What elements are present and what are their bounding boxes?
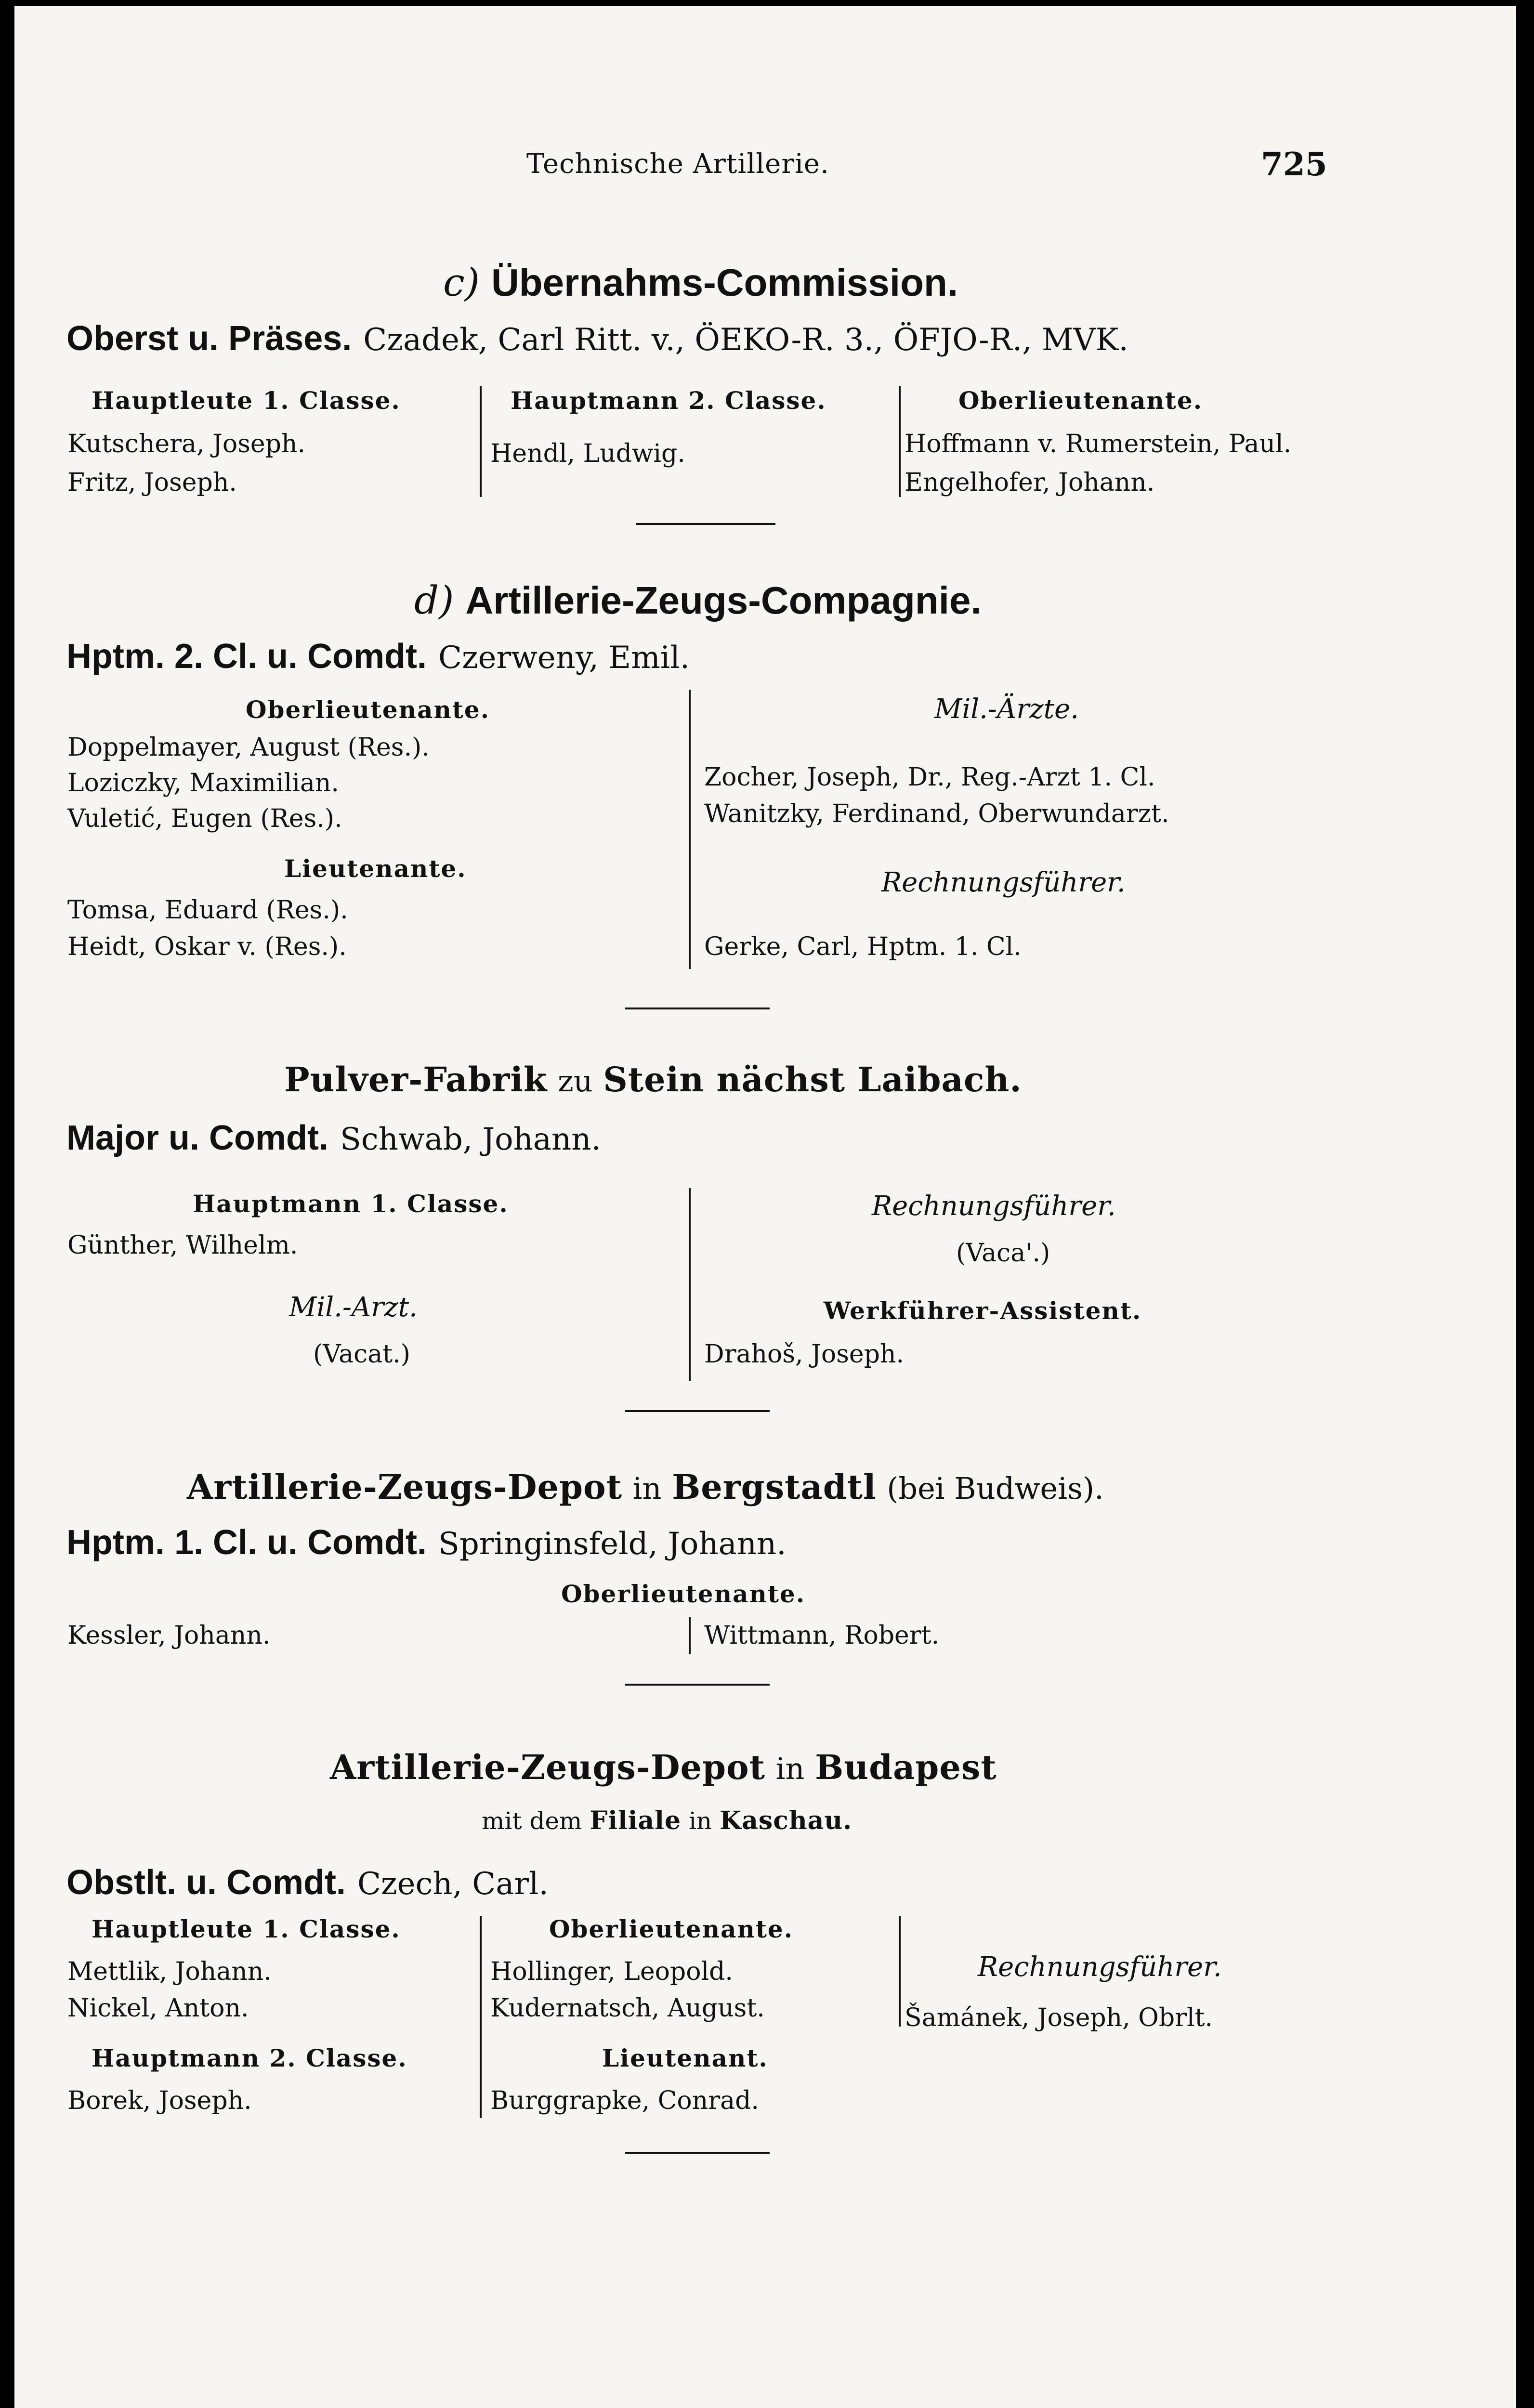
budapest-col2-head: Oberlieutenante.	[549, 1915, 794, 1943]
section-d-left-name-5: Heidt, Oskar v. (Res.).	[67, 932, 347, 961]
section-d-right-name-3: Gerke, Carl, Hptm. 1. Cl.	[704, 932, 1022, 961]
section-c-col1-name-1: Kutschera, Joseph.	[67, 430, 305, 458]
section-c-col1-head: Hauptleute 1. Classe.	[92, 386, 401, 415]
section-c-col2-head: Hauptmann 2. Classe.	[511, 386, 826, 415]
section-d-commander-name: Czerweny, Emil.	[438, 640, 690, 676]
budapest-col1-name-2: Nickel, Anton.	[67, 1994, 249, 2023]
budapest-commander-name: Czech, Carl.	[357, 1866, 549, 1902]
budapest-sub-d: Kaschau.	[720, 1806, 852, 1835]
column-divider	[480, 386, 482, 497]
bergstadtl-title-c: Bergstadtl	[672, 1467, 877, 1507]
section-c-col2-name-1: Hendl, Ludwig.	[490, 439, 685, 468]
budapest-col1-name-1: Mettlik, Johann.	[67, 1957, 272, 1986]
section-d-left-name-1: Doppelmayer, August (Res.).	[67, 733, 430, 762]
pulver-commander-name: Schwab, Johann.	[340, 1122, 601, 1157]
column-divider	[480, 1916, 482, 2118]
budapest-subtitle	[482, 1806, 852, 1835]
pulver-right-head2: Werkführer-Assistent.	[824, 1296, 1142, 1325]
budapest-col3-name-1: Šamánek, Joseph, Obrlt.	[905, 2003, 1213, 2032]
budapest-col3-head: Rechnungsführer.	[978, 1951, 1222, 1983]
section-separator	[625, 1008, 770, 1009]
section-c-label: c)	[443, 260, 480, 305]
budapest-sub-b: Filiale	[590, 1806, 682, 1835]
budapest-title	[330, 1747, 997, 1787]
section-d-heading: Artillerie-Zeugs-Compagnie.	[465, 579, 982, 622]
section-d-right-name-2: Wanitzky, Ferdinand, Oberwundarzt.	[704, 799, 1169, 828]
section-separator	[636, 523, 775, 525]
bergstadtl-commander-name: Springinsfeld, Johann.	[438, 1526, 787, 1562]
section-d-commander-rank: Hptm. 2. Cl. u. Comdt.	[66, 637, 427, 676]
section-c-heading: Übernahms-Commission.	[491, 261, 958, 304]
budapest-col1-head: Hauptleute 1. Classe.	[92, 1915, 401, 1943]
section-separator	[625, 1684, 770, 1686]
budapest-sub-a: mit dem	[482, 1807, 582, 1835]
pulver-right-name: Drahoš, Joseph.	[704, 1340, 905, 1369]
pulver-right-head: Rechnungsführer.	[872, 1191, 1116, 1222]
section-c-col3-name-1: Hoffmann v. Rumerstein, Paul.	[905, 430, 1292, 458]
page-number: 725	[1261, 145, 1327, 183]
section-d-right-head1: Mil.-Ärzte.	[934, 694, 1079, 725]
pulver-right-vacat: (Vaca'.)	[956, 1239, 1050, 1268]
scanned-page	[14, 6, 1516, 2408]
pulver-title	[284, 1060, 1022, 1099]
section-d-left-name-3: Vuletić, Eugen (Res.).	[67, 804, 342, 833]
pulver-title-a: Pulver-Fabrik	[284, 1060, 548, 1099]
budapest-title-a: Artillerie-Zeugs-Depot	[330, 1747, 766, 1787]
bergstadtl-right-name: Wittmann, Robert.	[704, 1621, 940, 1650]
bergstadtl-title-a: Artillerie-Zeugs-Depot	[187, 1467, 623, 1507]
column-divider	[689, 1617, 691, 1654]
column-divider	[689, 690, 691, 969]
pulver-left-name: Günther, Wilhelm.	[67, 1231, 298, 1260]
section-d-title	[414, 578, 982, 623]
section-separator	[625, 1410, 770, 1412]
bergstadtl-commander-rank: Hptm. 1. Cl. u. Comdt.	[66, 1523, 427, 1562]
section-separator	[625, 2152, 770, 2154]
section-d-left-name-2: Loziczky, Maximilian.	[67, 769, 339, 798]
budapest-title-b: in	[775, 1751, 805, 1786]
pulver-left-head: Hauptmann 1. Classe.	[193, 1190, 509, 1218]
budapest-col2-name-3: Burggrapke, Conrad.	[490, 2086, 759, 2115]
section-c-col3-head: Oberlieutenante.	[958, 386, 1203, 415]
section-c-commander	[66, 319, 1128, 358]
section-d-left-head1: Oberlieutenante.	[246, 695, 490, 724]
running-header: Technische Artillerie.	[526, 148, 829, 180]
pulver-title-c: Stein nächst Laibach.	[603, 1060, 1022, 1099]
section-d-commander	[66, 637, 690, 676]
column-divider	[899, 386, 901, 497]
bergstadtl-title	[187, 1467, 1104, 1507]
section-c-commander-rank: Oberst u. Präses.	[66, 319, 352, 358]
section-d-left-name-4: Tomsa, Eduard (Res.).	[67, 896, 348, 925]
budapest-commander	[66, 1863, 549, 1902]
pulver-left-vacat: (Vacat.)	[313, 1340, 410, 1369]
section-d-right-name-1: Zocher, Joseph, Dr., Reg.-Arzt 1. Cl.	[704, 763, 1155, 792]
column-divider	[689, 1188, 691, 1381]
budapest-col1-head2: Hauptmann 2. Classe.	[92, 2044, 407, 2072]
budapest-col1-name-3: Borek, Joseph.	[67, 2086, 252, 2115]
bergstadtl-title-b: in	[632, 1471, 662, 1506]
column-divider	[899, 1916, 901, 2027]
section-d-label: d)	[414, 578, 454, 623]
budapest-col2-head2: Lieutenant.	[602, 2044, 768, 2072]
section-c-col3-name-2: Engelhofer, Johann.	[905, 468, 1155, 497]
budapest-col2-name-2: Kudernatsch, August.	[490, 1994, 765, 2023]
bergstadtl-title-d: (bei Budweis).	[887, 1471, 1104, 1506]
section-c-commander-name: Czadek, Carl Ritt. v., ÖEKO-R. 3., ÖFJO-R., MVK.	[363, 322, 1128, 358]
section-c-col1-name-2: Fritz, Joseph.	[67, 468, 237, 497]
pulver-title-b: zu	[558, 1063, 593, 1099]
section-d-right-head2: Rechnungsführer.	[881, 867, 1126, 898]
section-d-left-head2: Lieutenante.	[284, 854, 467, 883]
section-c-title	[443, 260, 958, 305]
budapest-title-c: Budapest	[815, 1747, 997, 1787]
bergstadtl-left-name: Kessler, Johann.	[67, 1621, 271, 1650]
budapest-sub-c: in	[688, 1807, 712, 1835]
bergstadtl-head: Oberlieutenante.	[561, 1580, 806, 1608]
pulver-commander-rank: Major u. Comdt.	[66, 1119, 328, 1157]
budapest-col2-name-1: Hollinger, Leopold.	[490, 1957, 733, 1986]
pulver-commander	[66, 1118, 601, 1158]
bergstadtl-commander	[66, 1523, 787, 1562]
budapest-commander-rank: Obstlt. u. Comdt.	[66, 1863, 346, 1902]
pulver-left-head2: Mil.-Arzt.	[289, 1292, 418, 1323]
